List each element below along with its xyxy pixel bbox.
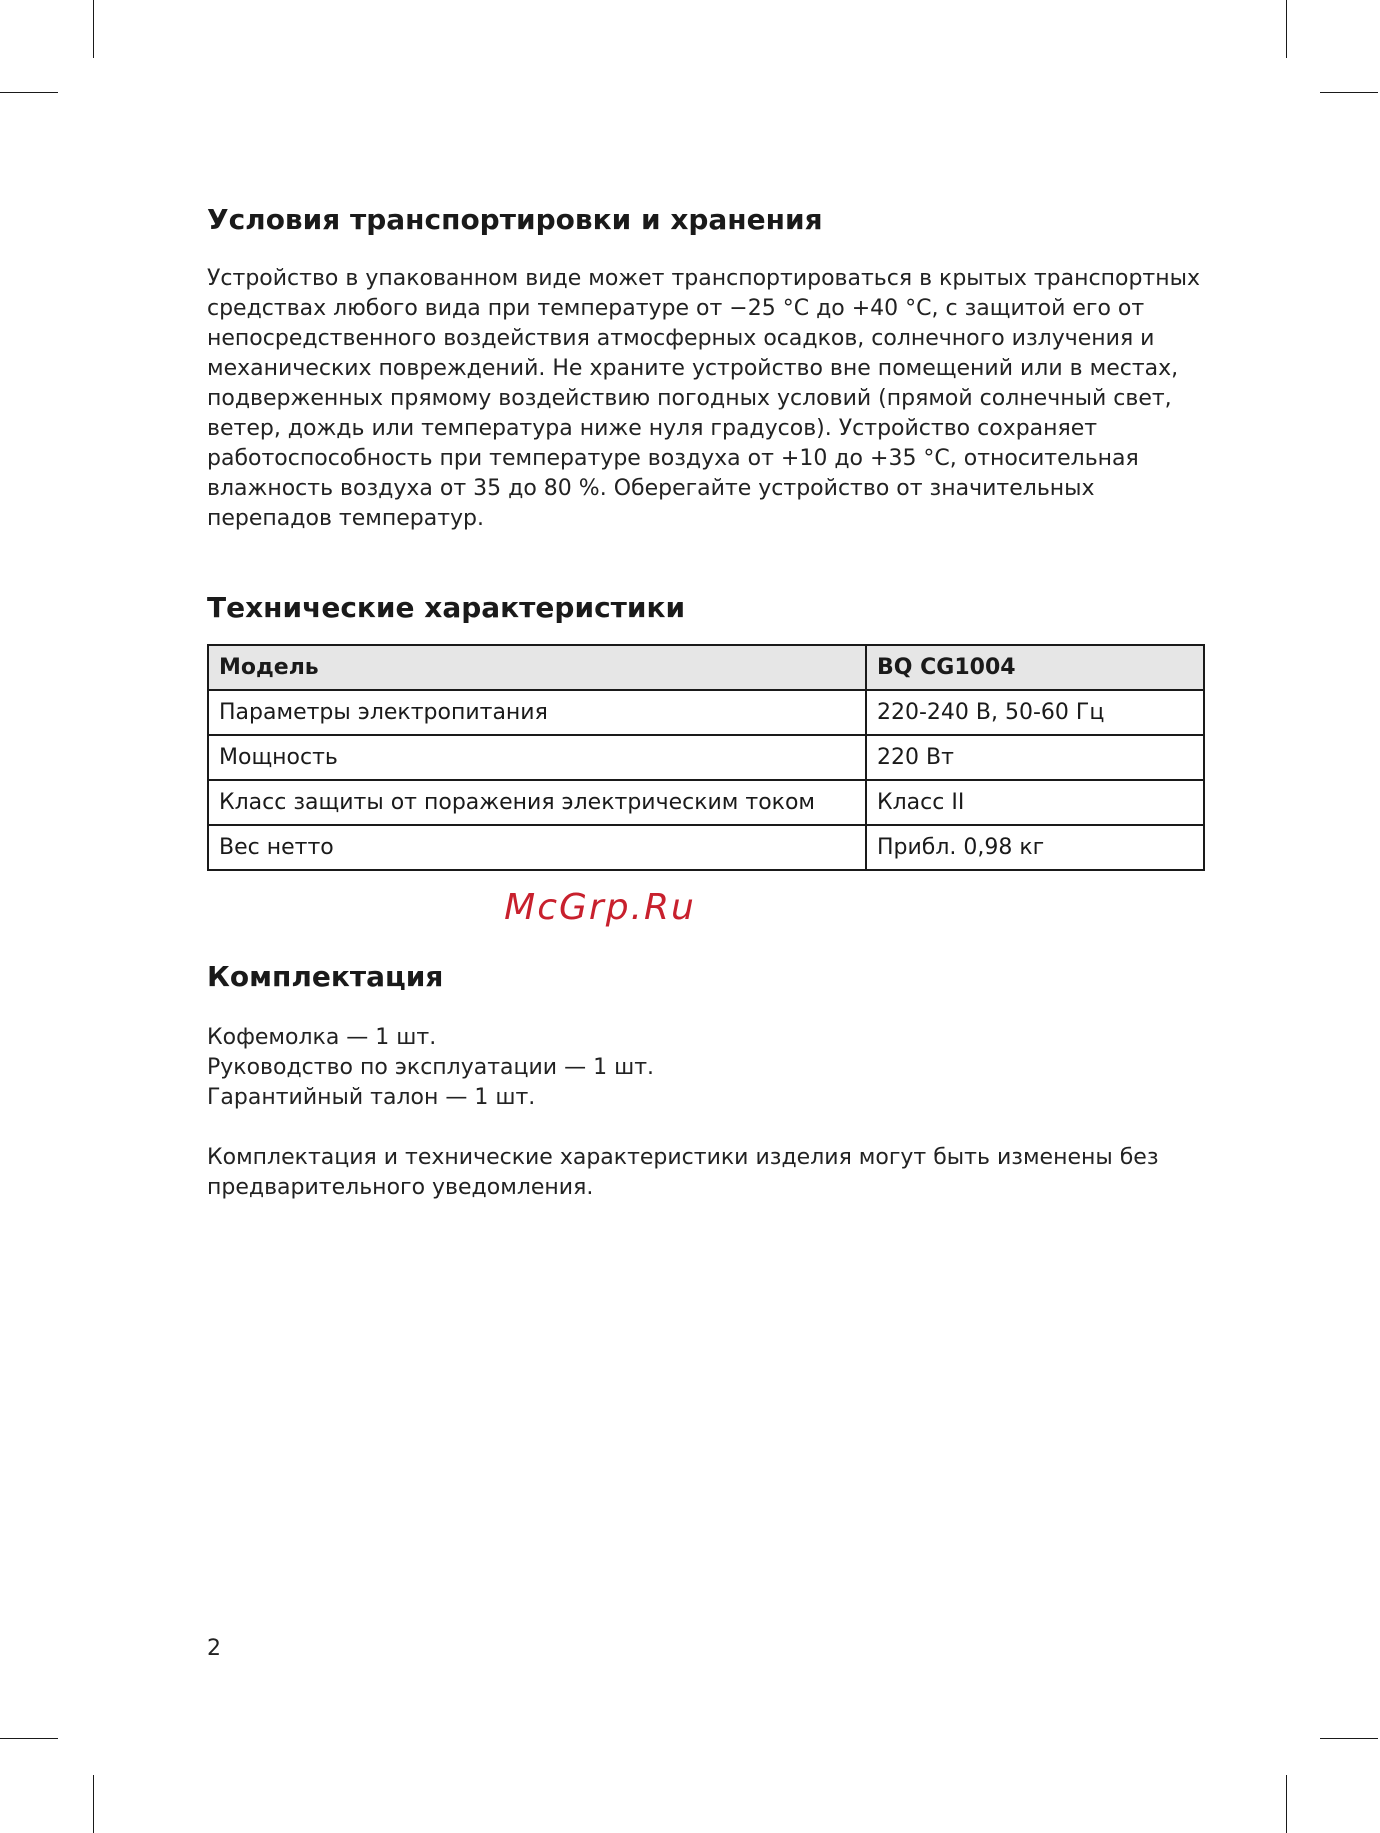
page-content (207, 196, 1207, 1203)
table-cell: Вес нетто (208, 825, 866, 870)
table-cell: Класс защиты от поражения электрическим током (208, 780, 866, 825)
list-item: Руководство по эксплуатации — 1 шт. (207, 1055, 655, 1080)
list-item: Кофемолка — 1 шт. (207, 1025, 437, 1050)
table-cell: Прибл. 0,98 кг (866, 825, 1204, 870)
table-cell: Параметры электропитания (208, 690, 866, 735)
table-cell: Мощность (208, 735, 866, 780)
table-row (208, 780, 1204, 825)
page-number: 2 (207, 1636, 221, 1661)
specs-table (207, 644, 1205, 871)
storage-title: Условия транспортировки и хранения (207, 203, 823, 236)
table-cell: 220 Вт (866, 735, 1204, 780)
table-row (208, 825, 1204, 870)
crop-mark (0, 92, 58, 93)
storage-text: Устройство в упакованном виде может транспортироваться в крытых транспортных средствах любого вида при температуре от −25 °C до +40 °C, с защитой его от непосредственного воздействия атмосферных осадков, солнечного излучения и механических повреждений. Не храните устройство вне помещений или в местах, подверженных прямому воздействию погодных условий (прямой солнечный свет, ветер, дождь или температура ниже нуля градусов). Устройство сохраняет работоспособность при температуре воздуха от +10 до +35 °C, относительная влажность воздуха от 35 до 80 %. Оберегайте устройство от значительных перепадов температур. (207, 266, 1201, 531)
crop-mark (93, 1775, 94, 1833)
table-row (208, 690, 1204, 735)
table-header-cell: BQ CG1004 (866, 645, 1204, 690)
crop-mark (1320, 1738, 1378, 1739)
watermark: McGrp.Ru (504, 887, 696, 928)
table-cell: 220-240 В, 50-60 Гц (866, 690, 1204, 735)
table-header-row (208, 645, 1204, 690)
list-item: Гарантийный талон — 1 шт. (207, 1085, 536, 1110)
crop-mark (0, 1738, 58, 1739)
table-header-cell: Модель (208, 645, 866, 690)
table-row (208, 735, 1204, 780)
table-cell: Класс II (866, 780, 1204, 825)
crop-mark (93, 0, 94, 58)
kit-title: Комплектация (207, 960, 444, 993)
crop-mark (1320, 92, 1378, 93)
specs-title: Технические характеристики (207, 591, 686, 624)
crop-mark (1286, 0, 1287, 58)
kit-note: Комплектация и технические характеристики изделия могут быть изменены без предварительного уведомления. (207, 1145, 1159, 1200)
crop-mark (1286, 1775, 1287, 1833)
kit-list (207, 1023, 1207, 1113)
